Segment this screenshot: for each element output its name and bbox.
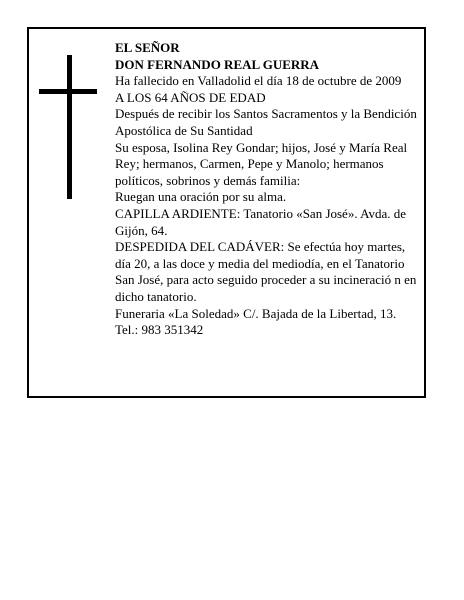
cross-horizontal-bar <box>39 89 97 94</box>
deceased-title: EL SEÑOR <box>115 40 180 55</box>
death-announcement: Ha fallecido en Valladolid el día 18 de octubre de 2009 <box>115 73 402 89</box>
cross-vertical-bar <box>67 55 72 199</box>
deceased-name: DON FERNANDO REAL GUERRA <box>115 56 320 72</box>
age-line: A LOS 64 AÑOS DE EDAD <box>115 89 266 105</box>
family-text: Su esposa, Isolina Rey Gondar; hijos, José y María Real Rey; hermanos, Carmen, Pepe y Manolo; hermanos políticos, sobrinos y demás familia: <box>115 139 408 188</box>
prayer-request: Ruegan una oración por su alma. <box>115 189 287 205</box>
funeral-home: Funeraria «La Soledad» C/. Bajada de la Libertad, 13. <box>115 305 397 321</box>
obituary-text <box>115 40 421 339</box>
farewell-info: DESPEDIDA DEL CADÁVER: Se efectúa hoy martes, día 20, a las doce y media del mediodía, en el Tanatorio San José, para acto seguido proceder a su incineració n en dicho tanatorio. <box>115 239 417 304</box>
phone-number: Tel.: 983 351342 <box>115 322 204 338</box>
cross-icon <box>39 55 97 199</box>
chapel-info: CAPILLA ARDIENTE: Tanatorio «San José». Avda. de Gijón, 64. <box>115 205 407 238</box>
obituary-notice <box>27 27 426 398</box>
sacraments-text: Después de recibir los Santos Sacramentos y la Bendición Apostólica de Su Santidad <box>115 106 417 138</box>
